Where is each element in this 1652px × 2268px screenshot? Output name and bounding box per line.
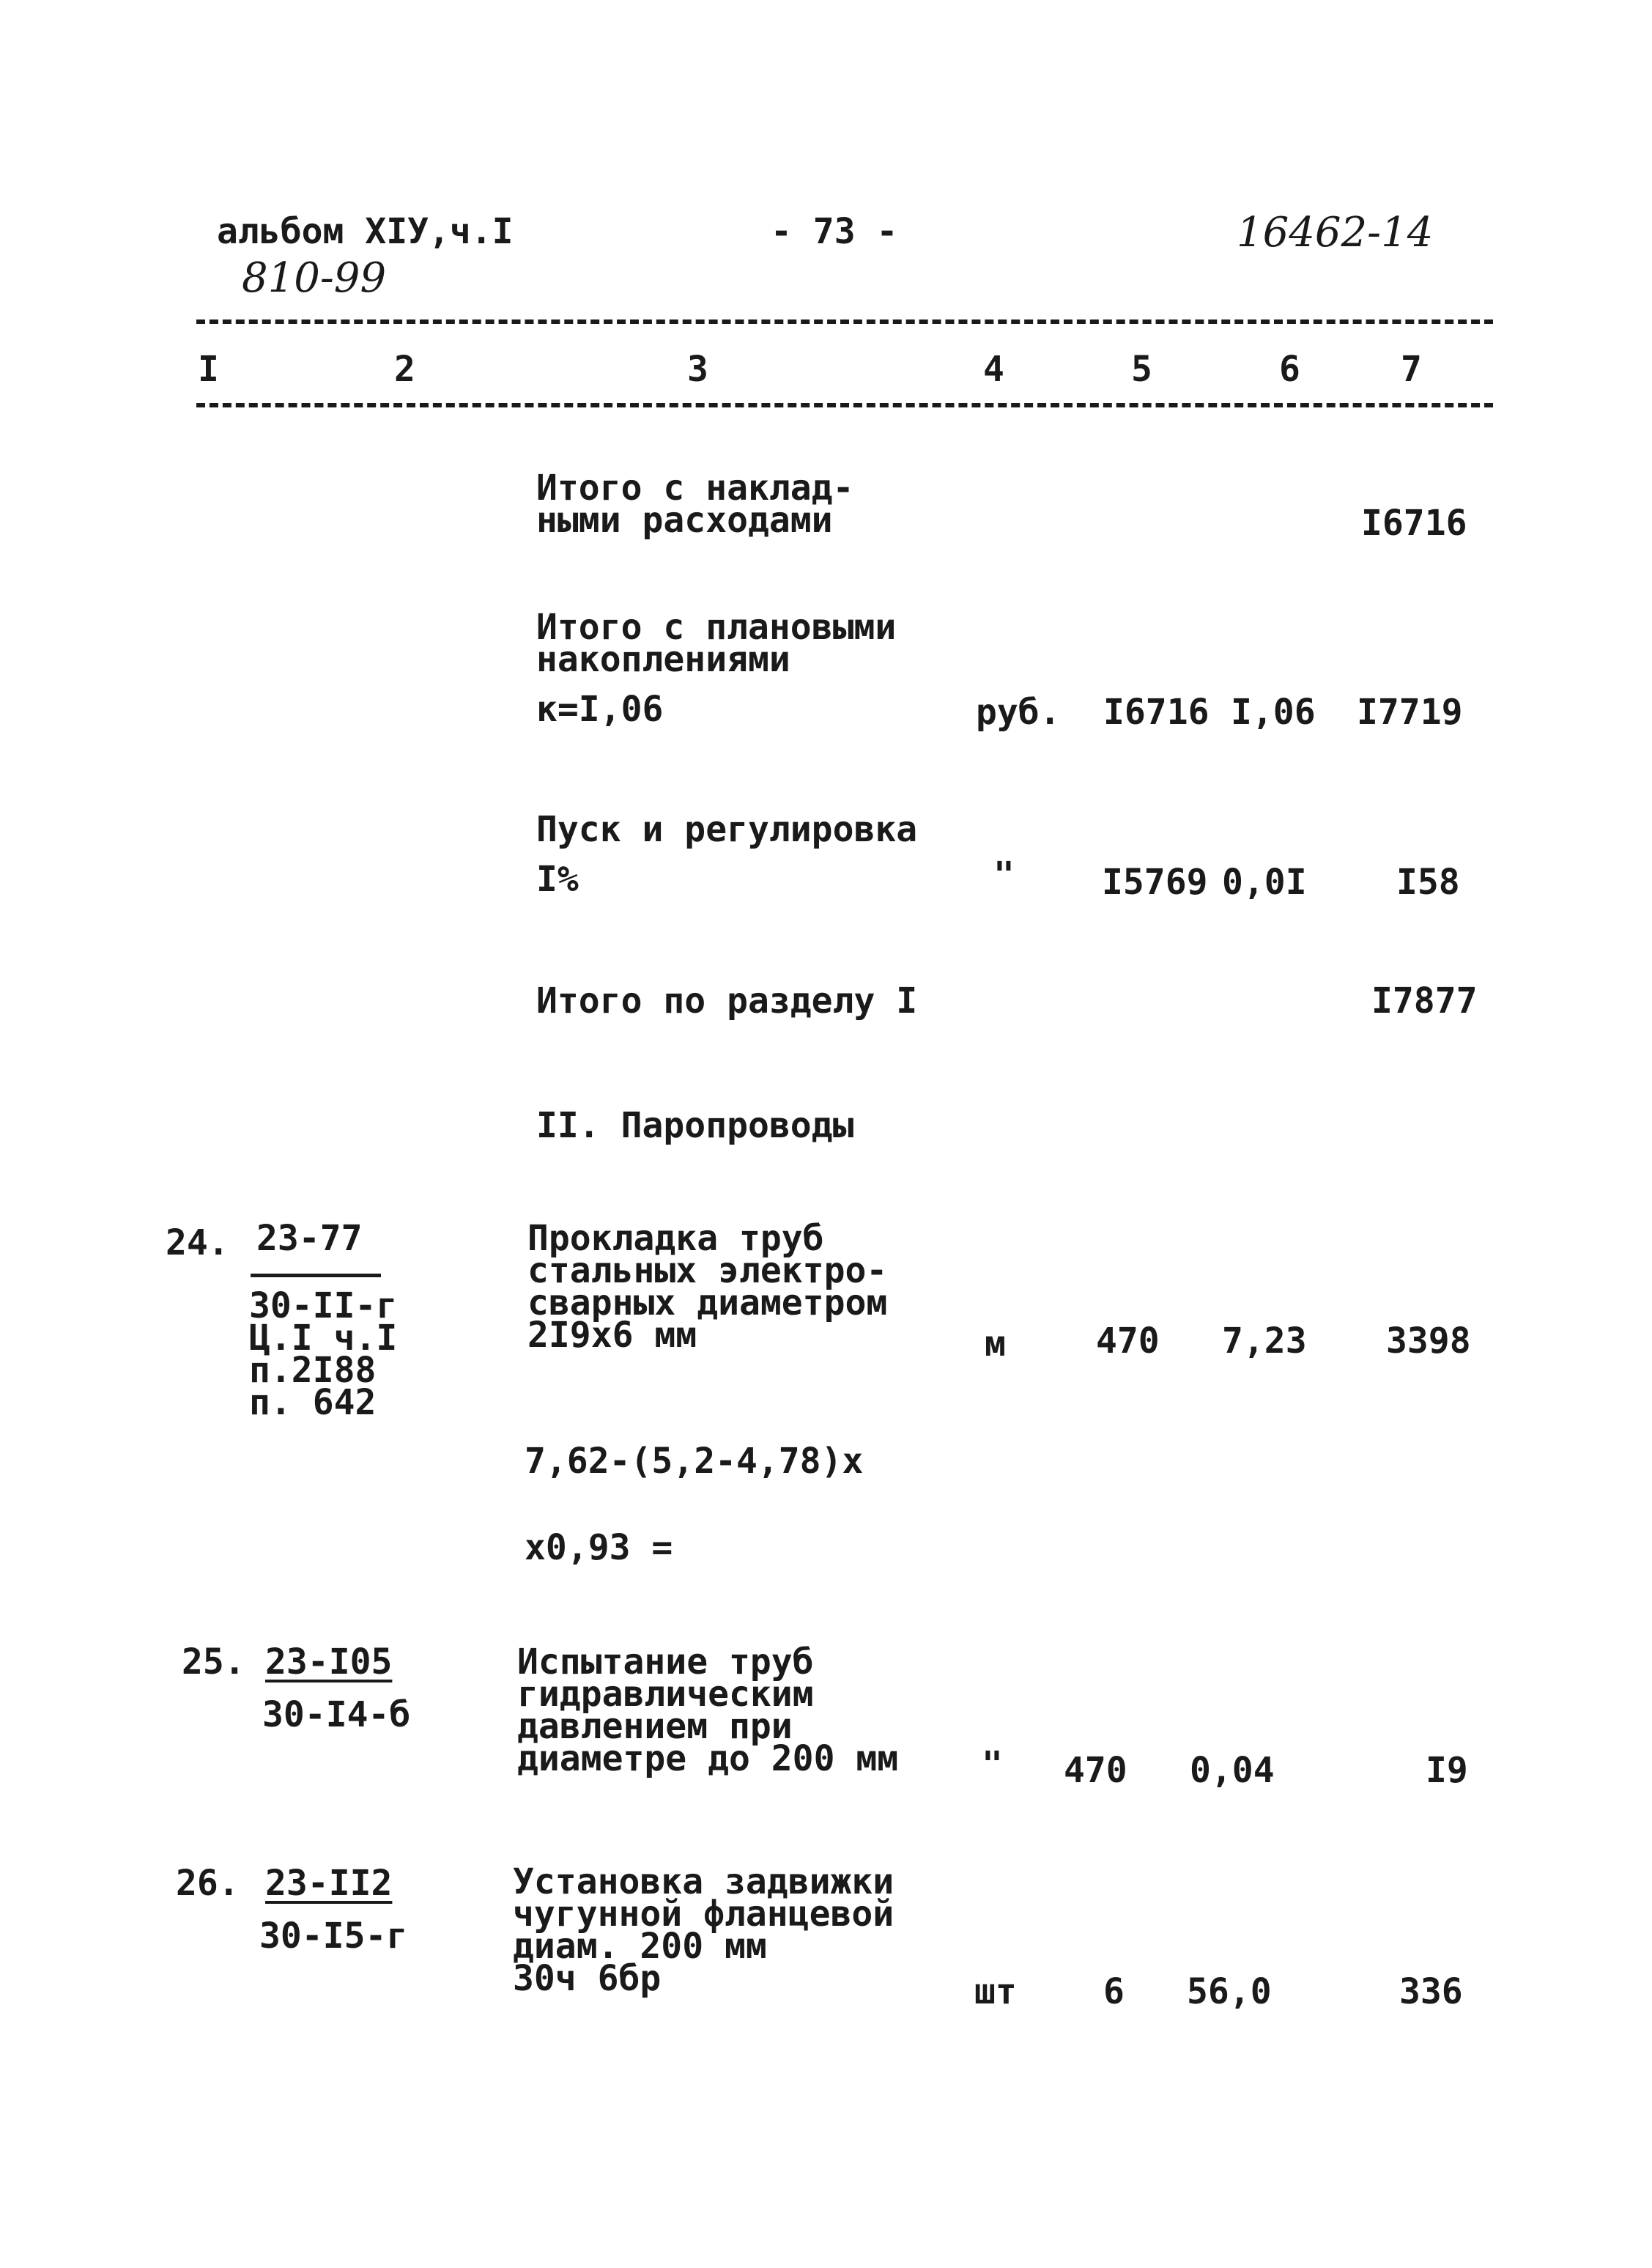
item-26-qty: 6 [1103, 1971, 1125, 2012]
item-24-formula-line-1: 7,62-(5,2-4,78)х [525, 1441, 864, 1482]
column-number-6: 6 [1279, 349, 1300, 390]
row-2-total: I7719 [1357, 692, 1463, 733]
item-24-code-bottom: 30-II-г Ц.I ч.I п.2I88 п. 642 [249, 1285, 398, 1423]
document-number: 16462-14 [1237, 209, 1434, 256]
item-24-number: 24. [166, 1222, 229, 1263]
row-3-unit: " [993, 854, 1015, 895]
column-number-2: 2 [394, 349, 415, 390]
header-divider-bottom [196, 403, 1493, 407]
row-1-name: Итого с наклад- ными расходами [536, 468, 854, 541]
row-2-price: I,06 [1231, 692, 1316, 733]
item-25-code-bottom: 30-I4-б [262, 1694, 411, 1735]
row-2-unit: руб. [976, 692, 1061, 733]
item-24-qty: 470 [1096, 1320, 1160, 1362]
row-4-total: I7877 [1371, 980, 1478, 1022]
item-26-number: 26. [176, 1863, 240, 1904]
item-25-total: I9 [1426, 1750, 1468, 1791]
item-25-code-top: 23-I05 [265, 1641, 393, 1682]
item-26-price: 56,0 [1187, 1971, 1272, 2012]
item-24-code-top: 23-77 [256, 1218, 363, 1259]
item-26-code-top: 23-II2 [265, 1863, 393, 1904]
item-26-code-bottom: 30-I5-г [259, 1916, 408, 1957]
album-handwritten-number: 810-99 [242, 254, 387, 302]
header-divider-top [196, 319, 1493, 324]
item-25-unit: " [982, 1744, 1003, 1785]
row-3-qty: I5769 [1102, 862, 1208, 903]
item-25-number: 25. [182, 1641, 245, 1682]
item-24-formula-line-2: х0,93 = [525, 1527, 673, 1568]
item-25-price: 0,04 [1190, 1750, 1275, 1791]
row-2-qty: I6716 [1103, 692, 1210, 733]
row-3-total: I58 [1396, 862, 1460, 903]
item-26-total: 336 [1399, 1971, 1463, 2012]
item-24-name: Прокладка труб стальных электро- сварных диаметром 2I9х6 мм [527, 1218, 888, 1356]
row-2-name: Итого с плановыми накоплениями [536, 607, 897, 680]
album-reference: альбом XIУ,ч.I [217, 211, 514, 252]
row-3-coef: I% [536, 859, 579, 900]
item-24-fraction-line [251, 1274, 381, 1277]
column-number-5: 5 [1131, 349, 1152, 390]
row-4-name: Итого по разделу I [536, 980, 918, 1022]
item-25-qty: 470 [1064, 1750, 1127, 1791]
page-number: - 73 - [771, 211, 898, 252]
item-24-total: 3398 [1386, 1320, 1471, 1362]
column-number-1: I [198, 349, 219, 390]
section-heading: II. Паропроводы [536, 1105, 854, 1146]
item-26-unit: шт [974, 1971, 1017, 2012]
item-25-name: Испытание труб гидравлическим давлением при диаметре до 200 мм [517, 1641, 899, 1779]
column-number-3: 3 [687, 349, 708, 390]
column-number-4: 4 [983, 349, 1004, 390]
row-3-price: 0,0I [1222, 862, 1307, 903]
item-24-price: 7,23 [1222, 1320, 1307, 1362]
item-24-unit: м [985, 1323, 1006, 1364]
row-1-total: I6716 [1361, 503, 1467, 544]
row-2-coef: к=I,06 [536, 689, 664, 730]
column-number-7: 7 [1401, 349, 1422, 390]
item-26-name: Установка задвижки чугунной фланцевой диам. 200 мм 30ч 6бр [513, 1861, 894, 1999]
row-3-name: Пуск и регулировка [536, 809, 918, 850]
